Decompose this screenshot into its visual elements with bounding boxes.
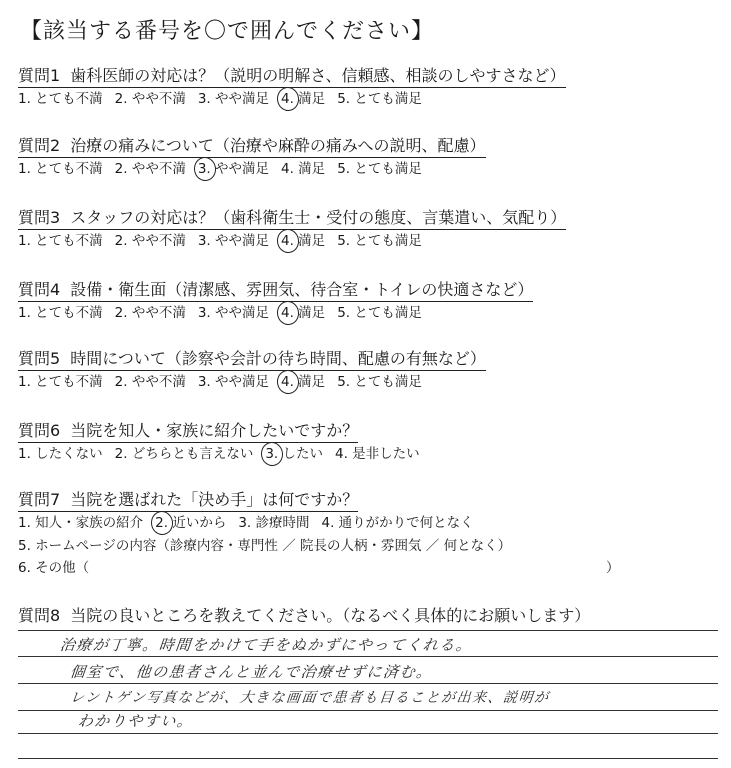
- question-text: 歯科医師の対応は？（説明の明解さ、信頼感、相談のしやすさなど）: [70, 66, 566, 85]
- options: [18, 444, 718, 465]
- option-4-selected[interactable]: 4. 満足: [281, 372, 325, 393]
- handwritten-line-1: 治療が丁寧。時間をかけて手をぬかずにやってくれる。: [59, 636, 474, 654]
- option-3[interactable]: 3. やや満足: [197, 91, 270, 107]
- question-7: [18, 490, 718, 579]
- question-text: 当院の良いところを教えてください。（なるべく具体的にお願いします）: [70, 606, 591, 625]
- option-4-selected[interactable]: 4. 満足: [281, 89, 325, 110]
- question-number: 質問5: [18, 349, 61, 368]
- options: [18, 372, 718, 393]
- option-2[interactable]: 2. やや不満: [114, 91, 186, 107]
- options: [18, 231, 718, 252]
- option-3-selected[interactable]: 3. やや満足: [198, 159, 269, 180]
- option-2[interactable]: 2. やや不満: [114, 233, 186, 249]
- question-number: 質問2: [18, 136, 61, 155]
- option-2[interactable]: 2. どちらとも言えない: [114, 446, 254, 462]
- ruled-line: [18, 656, 718, 657]
- option-5[interactable]: 5. とても満足: [337, 374, 422, 390]
- question-text: スタッフの対応は？（歯科衛生士・受付の態度、言葉遣い、気配り）: [70, 208, 567, 227]
- question-1: [18, 66, 718, 110]
- options: [18, 513, 718, 534]
- option-2[interactable]: 2. やや不満: [114, 374, 186, 390]
- ruled-line: [18, 758, 718, 759]
- options: [18, 159, 718, 180]
- ruled-line: [18, 733, 718, 734]
- option-1[interactable]: 1. したくない: [18, 446, 103, 462]
- option-1[interactable]: 1. とても不満: [18, 161, 103, 177]
- question-2: [18, 136, 718, 180]
- question-number: 質問6: [18, 421, 61, 440]
- handwritten-line-3: レントゲン写真などが、大きな画面で患者も目ることが出来、説明が: [69, 690, 551, 706]
- ruled-line: [18, 630, 718, 631]
- option-1[interactable]: 1. 知人・家族の紹介: [18, 515, 144, 531]
- option-6-close-paren: ）: [606, 560, 620, 576]
- options: [18, 303, 718, 324]
- options: [18, 89, 718, 110]
- page-title: 【該当する番号を〇で囲んでください】: [20, 19, 435, 44]
- option-3[interactable]: 3. 診療時間: [238, 515, 310, 531]
- option-1[interactable]: 1. とても不満: [18, 374, 103, 390]
- question-number: 質問1: [18, 66, 61, 85]
- option-1[interactable]: 1. とても不満: [18, 305, 103, 321]
- handwritten-line-2: 個室で、他の患者さんと並んで治療せずに済む。: [69, 663, 434, 681]
- option-2[interactable]: 2. やや不満: [114, 305, 186, 321]
- option-1[interactable]: 1. とても不満: [18, 91, 103, 107]
- option-4[interactable]: 4. 通りがかりで何となく: [321, 515, 474, 531]
- question-text: 当院を知人・家族に紹介したいですか？: [70, 421, 359, 440]
- ruled-line: [18, 683, 718, 684]
- option-4[interactable]: 4. 満足: [281, 161, 326, 177]
- option-2-selected[interactable]: 2. 近いから: [155, 513, 226, 534]
- question-text: 設備・衛生面（清潔感、雰囲気、待合室・トイレの快適さなど）: [70, 280, 534, 299]
- handwritten-line-4: わかりやすい。: [77, 712, 195, 730]
- question-number: 質問8: [18, 606, 61, 625]
- option-2[interactable]: 2. やや不満: [114, 161, 186, 177]
- option-3[interactable]: 3. やや満足: [197, 233, 270, 249]
- option-4-selected[interactable]: 4. 満足: [281, 231, 325, 252]
- option-1[interactable]: 1. とても不満: [18, 233, 103, 249]
- question-text: 治療の痛みについて（治療や麻酔の痛みへの説明、配慮）: [70, 136, 486, 155]
- option-3-selected[interactable]: 3. したい: [265, 444, 323, 465]
- question-8: [18, 606, 718, 627]
- question-text: 時間について（診察や会計の待ち時間、配慮の有無など）: [70, 349, 486, 368]
- question-number: 質問4: [18, 280, 61, 299]
- option-5[interactable]: 5. とても満足: [337, 233, 422, 249]
- option-4-selected[interactable]: 4. 満足: [281, 303, 325, 324]
- option-3[interactable]: 3. やや満足: [197, 374, 270, 390]
- option-3[interactable]: 3. やや満足: [197, 305, 270, 321]
- option-5-line: [18, 536, 718, 557]
- question-5: [18, 349, 718, 393]
- option-4[interactable]: 4. 是非したい: [335, 446, 420, 462]
- option-5[interactable]: 5. とても満足: [337, 91, 422, 107]
- question-6: [18, 421, 718, 465]
- question-number: 質問7: [18, 490, 61, 509]
- question-4: [18, 280, 718, 324]
- option-5[interactable]: 5. とても満足: [337, 161, 422, 177]
- option-5[interactable]: 5. ホームページの内容（診療内容・専門性 ／ 院長の人柄・雰囲気 ／ 何となく）: [18, 538, 512, 554]
- option-6-line: [18, 558, 718, 579]
- question-number: 質問3: [18, 208, 61, 227]
- question-text: 当院を選ばれた「決め手」は何ですか？: [70, 490, 359, 509]
- option-6[interactable]: 6. その他（: [18, 560, 90, 576]
- option-5[interactable]: 5. とても満足: [337, 305, 422, 321]
- question-3: [18, 208, 718, 252]
